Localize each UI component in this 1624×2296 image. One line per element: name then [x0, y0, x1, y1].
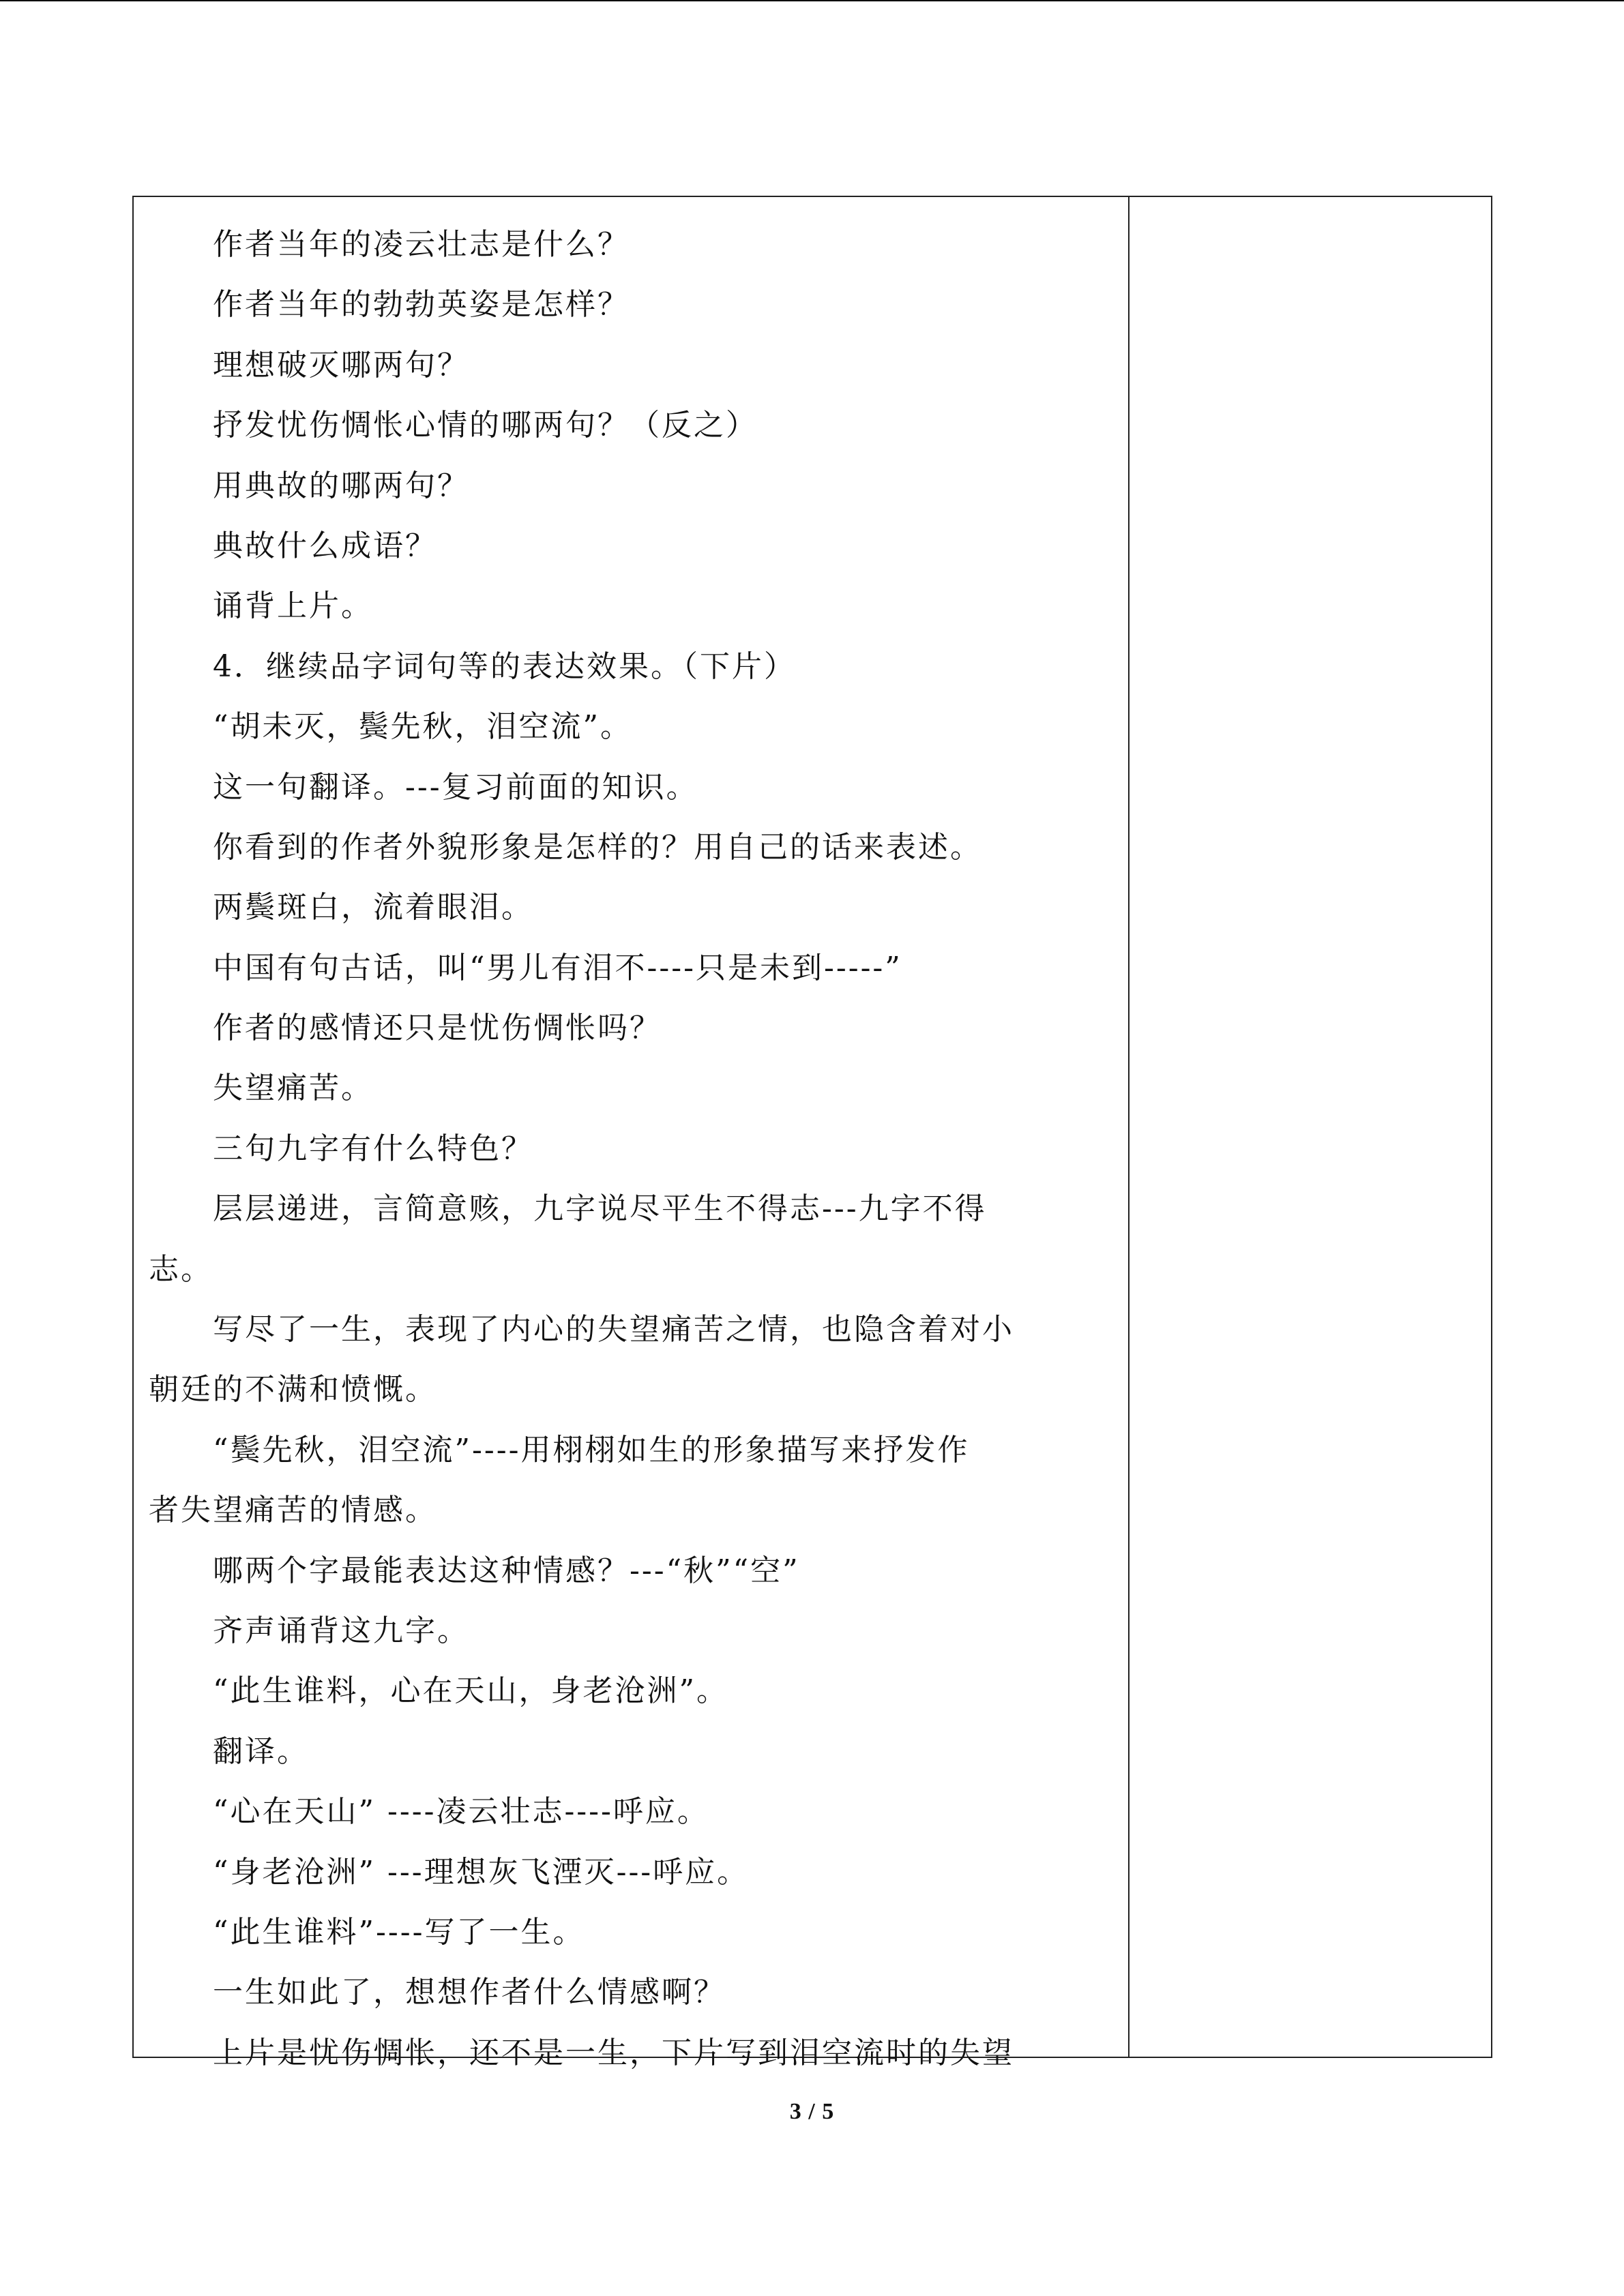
lesson-text-line: 翻译。 [213, 1733, 309, 1769]
lesson-text-line: 者失望痛苦的情感。 [149, 1493, 437, 1528]
lesson-text-line: 哪两个字最能表达这种情感？---“秋”“空” [213, 1553, 800, 1588]
lesson-text-line: 抒发忧伤惆怅心情的哪两句？（反之） [213, 408, 758, 443]
lesson-text-line: “心在天山” ----凌云壮志----呼应。 [213, 1794, 709, 1830]
lesson-text-line: 这一句翻译。---复习前面的知识。 [213, 769, 698, 805]
lesson-text-line: 志。 [149, 1251, 213, 1287]
lesson-text-line: “此生谁料”----写了一生。 [213, 1914, 585, 1950]
lesson-content-cell [134, 197, 1130, 2070]
lesson-plan-table [132, 196, 1492, 2070]
lesson-text-line: 齐声诵背这九字。 [213, 1613, 469, 1648]
lesson-text-line: “鬓先秋，泪空流”----用栩栩如生的形象描写来抒发作 [213, 1432, 970, 1467]
lesson-text-line: “身老沧洲” ---理想灰飞湮灭---呼应。 [213, 1854, 750, 1890]
page-number: 3 / 5 [789, 2099, 835, 2124]
lesson-text-line: 作者当年的凌云壮志是什么？ [213, 227, 630, 262]
lesson-text-line: 上片是忧伤惆怅，还不是一生，下片写到泪空流时的失望 [213, 2035, 1014, 2070]
lesson-text-line: 层层递进，言简意赅，九字说尽平生不得志---九字不得 [213, 1191, 987, 1227]
page-top-border [0, 0, 1624, 1]
notes-cell [1130, 197, 1491, 2057]
lesson-text-line: 朝廷的不满和愤慨。 [149, 1372, 437, 1407]
lesson-text-line: 典故什么成语？ [213, 528, 437, 563]
lesson-text-line: 三句九字有什么特色？ [213, 1131, 533, 1166]
lesson-text-line: 两鬓斑白，流着眼泪。 [213, 890, 533, 925]
lesson-text-line: 你看到的作者外貌形象是怎样的？用自己的话来表述。 [213, 829, 982, 865]
lesson-text-line: 理想破灭哪两句？ [213, 347, 469, 383]
lesson-text-line: “胡未灭，鬓先秋，泪空流”。 [213, 709, 632, 745]
lesson-text-line: 失望痛苦。 [213, 1071, 373, 1106]
lesson-text-line: “此生谁料，心在天山，身老沧洲”。 [213, 1673, 728, 1709]
lesson-text-line: 诵背上片。 [213, 588, 373, 624]
lesson-text-line: 写尽了一生，表现了内心的失望痛苦之情，也隐含着对小 [213, 1312, 1014, 1347]
lesson-text-line: 用典故的哪两句？ [213, 468, 469, 503]
lesson-text-line: 作者的感情还只是忧伤惆怅吗？ [213, 1011, 662, 1046]
lesson-text-line: 中国有句古话，叫“男儿有泪不----只是未到-----” [213, 950, 902, 985]
lesson-text-line: 作者当年的勃勃英姿是怎样？ [213, 287, 630, 323]
lesson-text-line: 一生如此了，想想作者什么情感啊？ [213, 1975, 726, 2010]
lesson-text-line: 4．继续品字词句等的表达效果。（下片） [213, 648, 796, 684]
